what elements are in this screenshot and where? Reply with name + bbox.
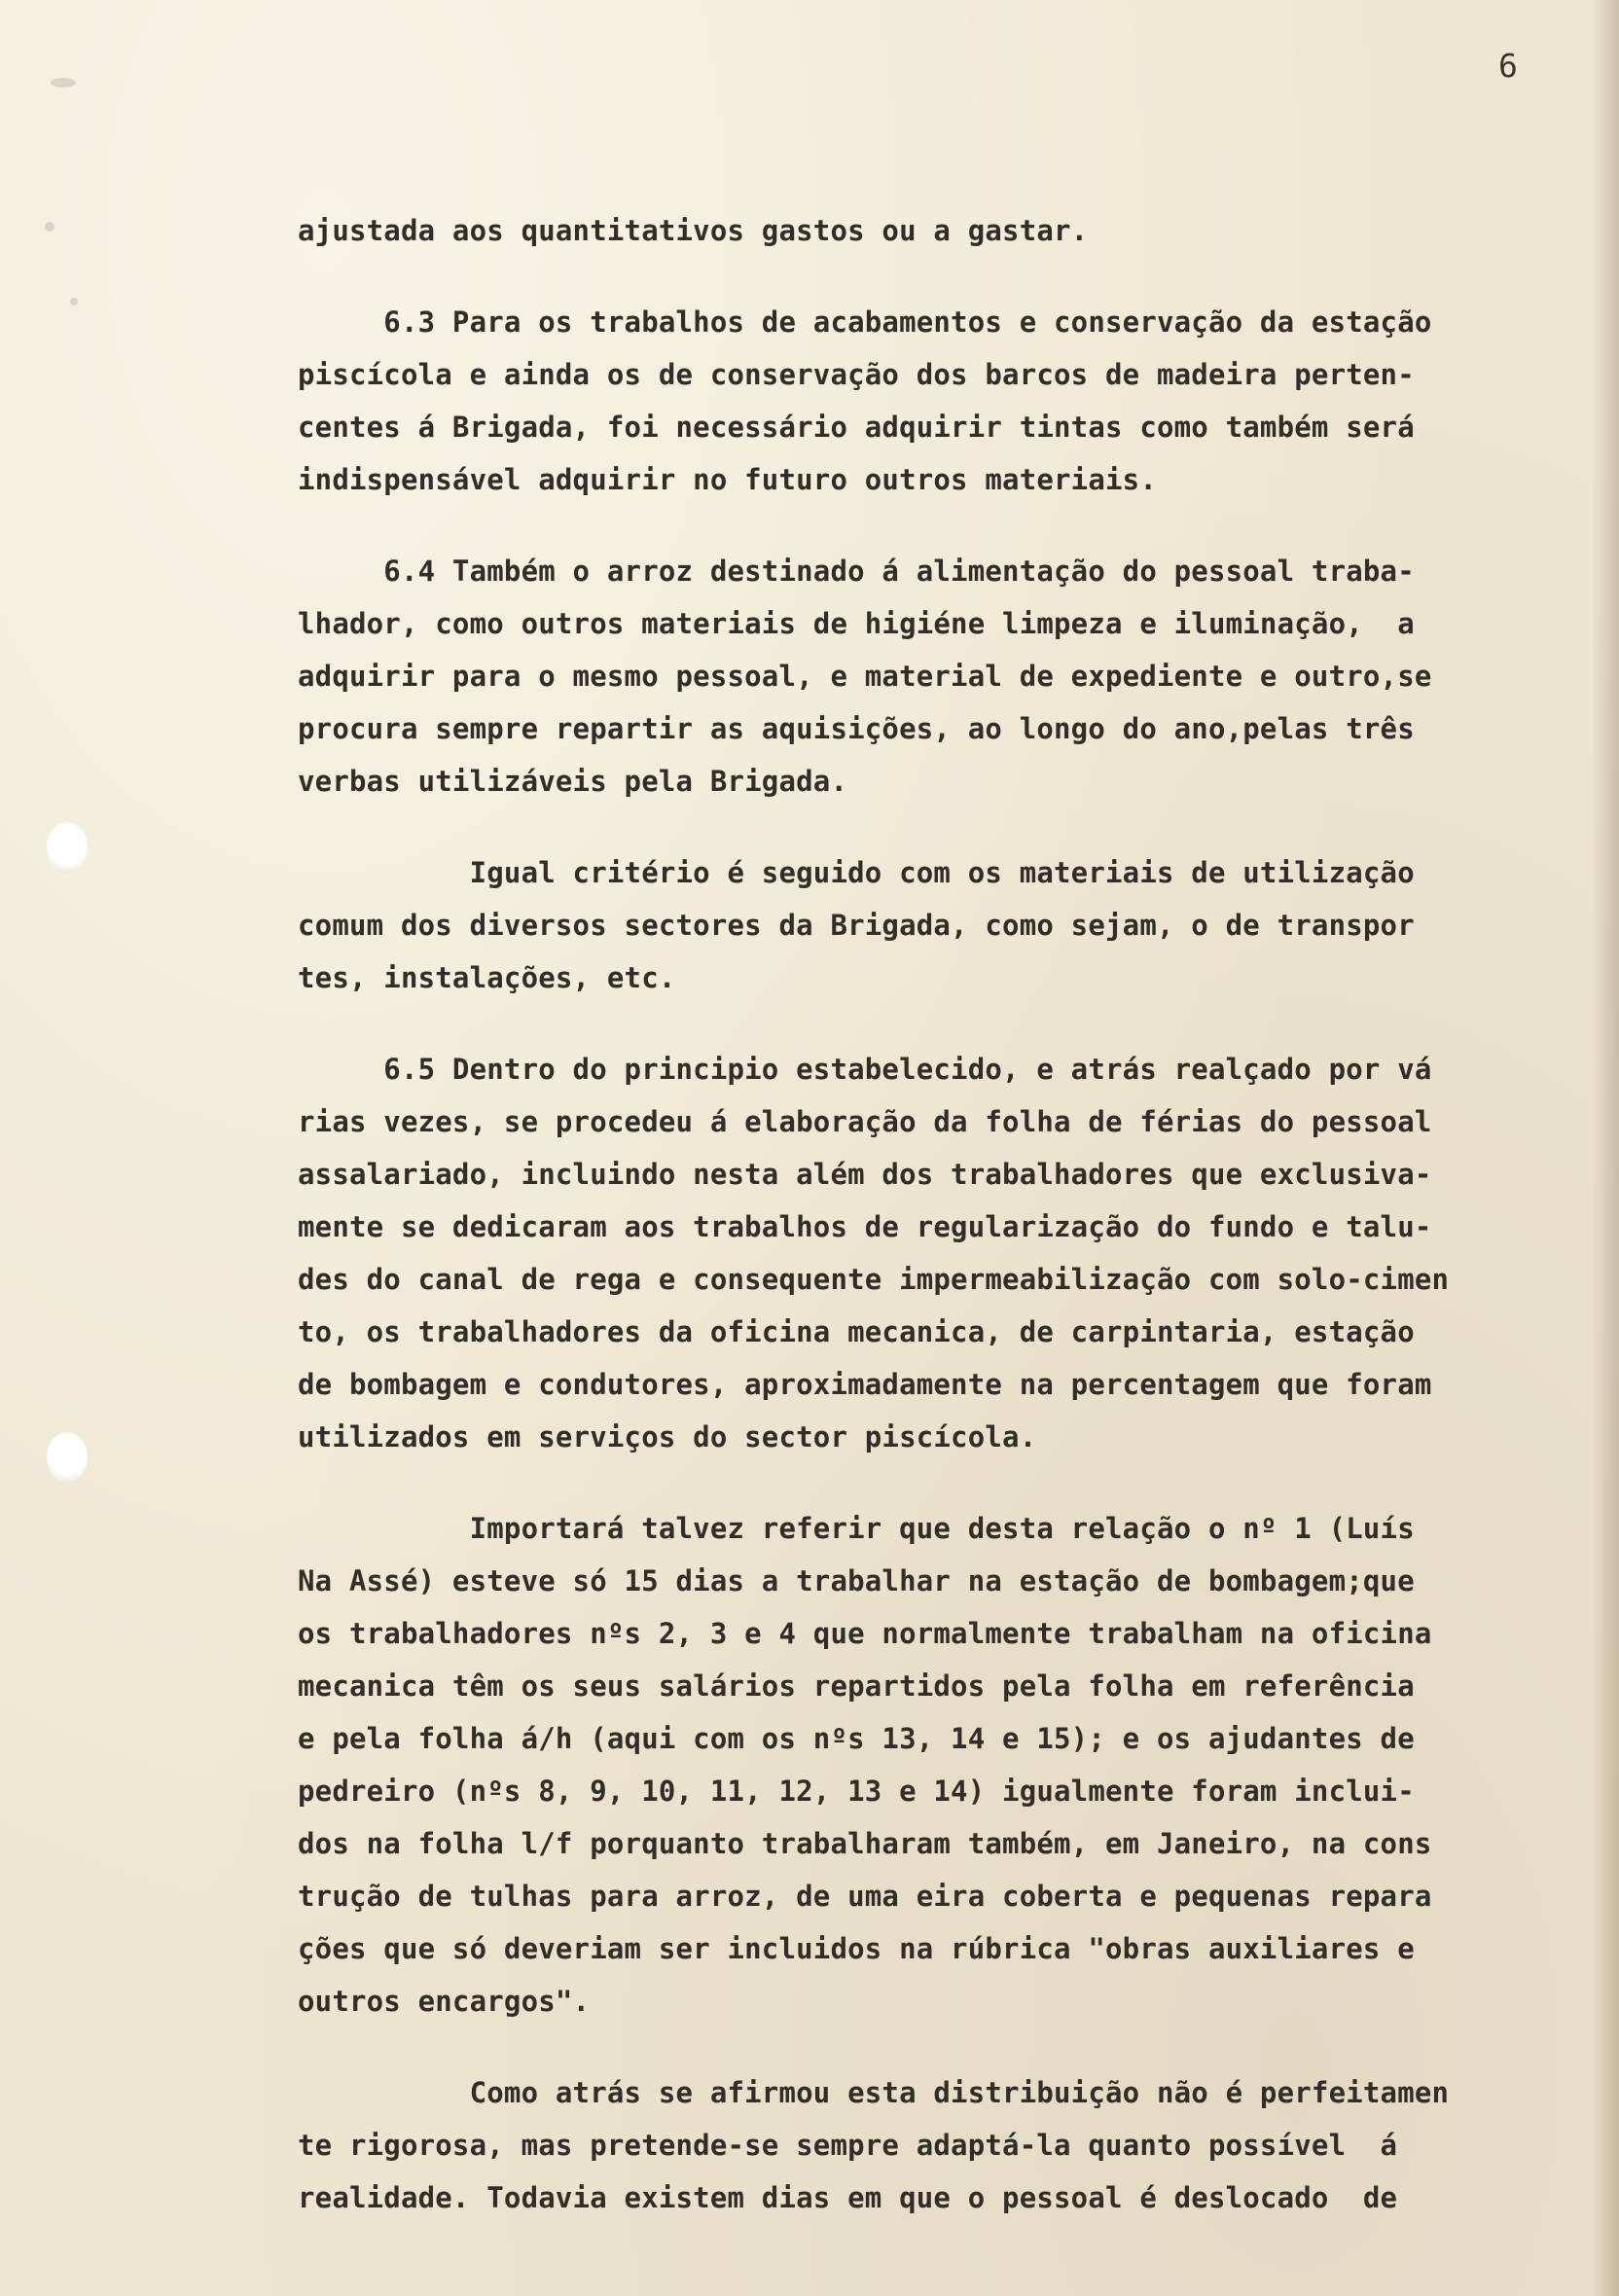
text-line: ajustada aos quantitativos gastos ou a gastar. — [298, 214, 1089, 247]
paragraph-gap — [298, 2027, 1563, 2066]
text-line: e pela folha á/h (aqui com os nºs 13, 14 e 15); e os ajudantes de — [298, 1722, 1415, 1755]
ink-smudge — [70, 298, 78, 305]
text-line: te rigorosa, mas pretende-se sempre adaptá-la quanto possível á — [298, 2129, 1398, 2162]
paragraph-gap — [298, 506, 1563, 545]
text-line: tes, instalações, etc. — [298, 961, 676, 994]
text-line: dos na folha l/f porquanto trabalharam também, em Janeiro, na cons — [298, 1827, 1432, 1860]
text-line: pedreiro (nºs 8, 9, 10, 11, 12, 13 e 14) igualmente foram inclui- — [298, 1775, 1415, 1808]
text-line: indispensável adquirir no futuro outros materiais. — [298, 463, 1157, 496]
text-line: Como atrás se afirmou esta distribuição não é perfeitamen — [298, 2076, 1450, 2109]
text-line: lhador, como outros materiais de higiéne limpeza e iluminação, a — [298, 607, 1415, 640]
text-line: Igual critério é seguido com os materiais de utilização — [298, 856, 1415, 889]
text-line: os trabalhadores nºs 2, 3 e 4 que normalmente trabalham na oficina — [298, 1617, 1432, 1650]
page-edge-shadow — [1592, 0, 1619, 2296]
paragraph-gap — [298, 1463, 1563, 1502]
paragraph-gap — [298, 807, 1563, 846]
text-line: 6.3 Para os trabalhos de acabamentos e conservação da estação — [298, 305, 1432, 339]
text-line: Importará talvez referir que desta relação o nº 1 (Luís — [298, 1512, 1415, 1545]
ink-smudge — [51, 78, 76, 88]
binder-hole-bottom — [47, 1432, 88, 1483]
text-line: to, os trabalhadores da oficina mecanica, de carpintaria, estação — [298, 1315, 1415, 1348]
text-line: realidade. Todavia existem dias em que o pessoal é deslocado de — [298, 2181, 1398, 2214]
paragraph-gap — [298, 257, 1563, 296]
text-line: verbas utilizáveis pela Brigada. — [298, 765, 848, 798]
text-line: utilizados em serviços do sector piscícola. — [298, 1420, 1037, 1453]
text-line: de bombagem e condutores, aproximadamente na percentagem que foram — [298, 1368, 1432, 1401]
document-body — [298, 204, 1563, 2224]
binder-hole-top — [47, 822, 88, 873]
text-line: mente se dedicaram aos trabalhos de regularização do fundo e talu- — [298, 1210, 1432, 1243]
text-line: rias vezes, se procedeu á elaboração da folha de férias do pessoal — [298, 1105, 1432, 1138]
text-line: outros encargos". — [298, 1985, 591, 2018]
text-line: procura sempre repartir as aquisições, ao longo do ano,pelas três — [298, 712, 1415, 745]
text-line: 6.5 Dentro do principio estabelecido, e atrás realçado por vá — [298, 1053, 1432, 1086]
text-line: adquirir para o mesmo pessoal, e material de expediente e outro,se — [298, 660, 1432, 693]
text-line: centes á Brigada, foi necessário adquirir tintas como também será — [298, 411, 1415, 444]
text-line: trução de tulhas para arroz, de uma eira coberta e pequenas repara — [298, 1880, 1432, 1913]
text-line: Na Assé) esteve só 15 dias a trabalhar na estação de bombagem;que — [298, 1564, 1415, 1597]
paragraph-gap — [298, 1004, 1563, 1043]
text-line: ções que só deveriam ser incluidos na rúbrica "obras auxiliares e — [298, 1932, 1415, 1965]
page-number: 6 — [1498, 47, 1518, 85]
text-line: mecanica têm os seus salários repartidos pela folha em referência — [298, 1669, 1415, 1703]
text-line: comum dos diversos sectores da Brigada, como sejam, o de transpor — [298, 909, 1415, 942]
text-line: assalariado, incluindo nesta além dos trabalhadores que exclusiva- — [298, 1158, 1432, 1191]
text-line: des do canal de rega e consequente impermeabilização com solo-cimen — [298, 1263, 1450, 1296]
text-line: piscícola e ainda os de conservação dos barcos de madeira perten- — [298, 358, 1415, 391]
text-line: 6.4 Também o arroz destinado á alimentação do pessoal traba- — [298, 555, 1415, 588]
ink-smudge — [45, 222, 54, 232]
